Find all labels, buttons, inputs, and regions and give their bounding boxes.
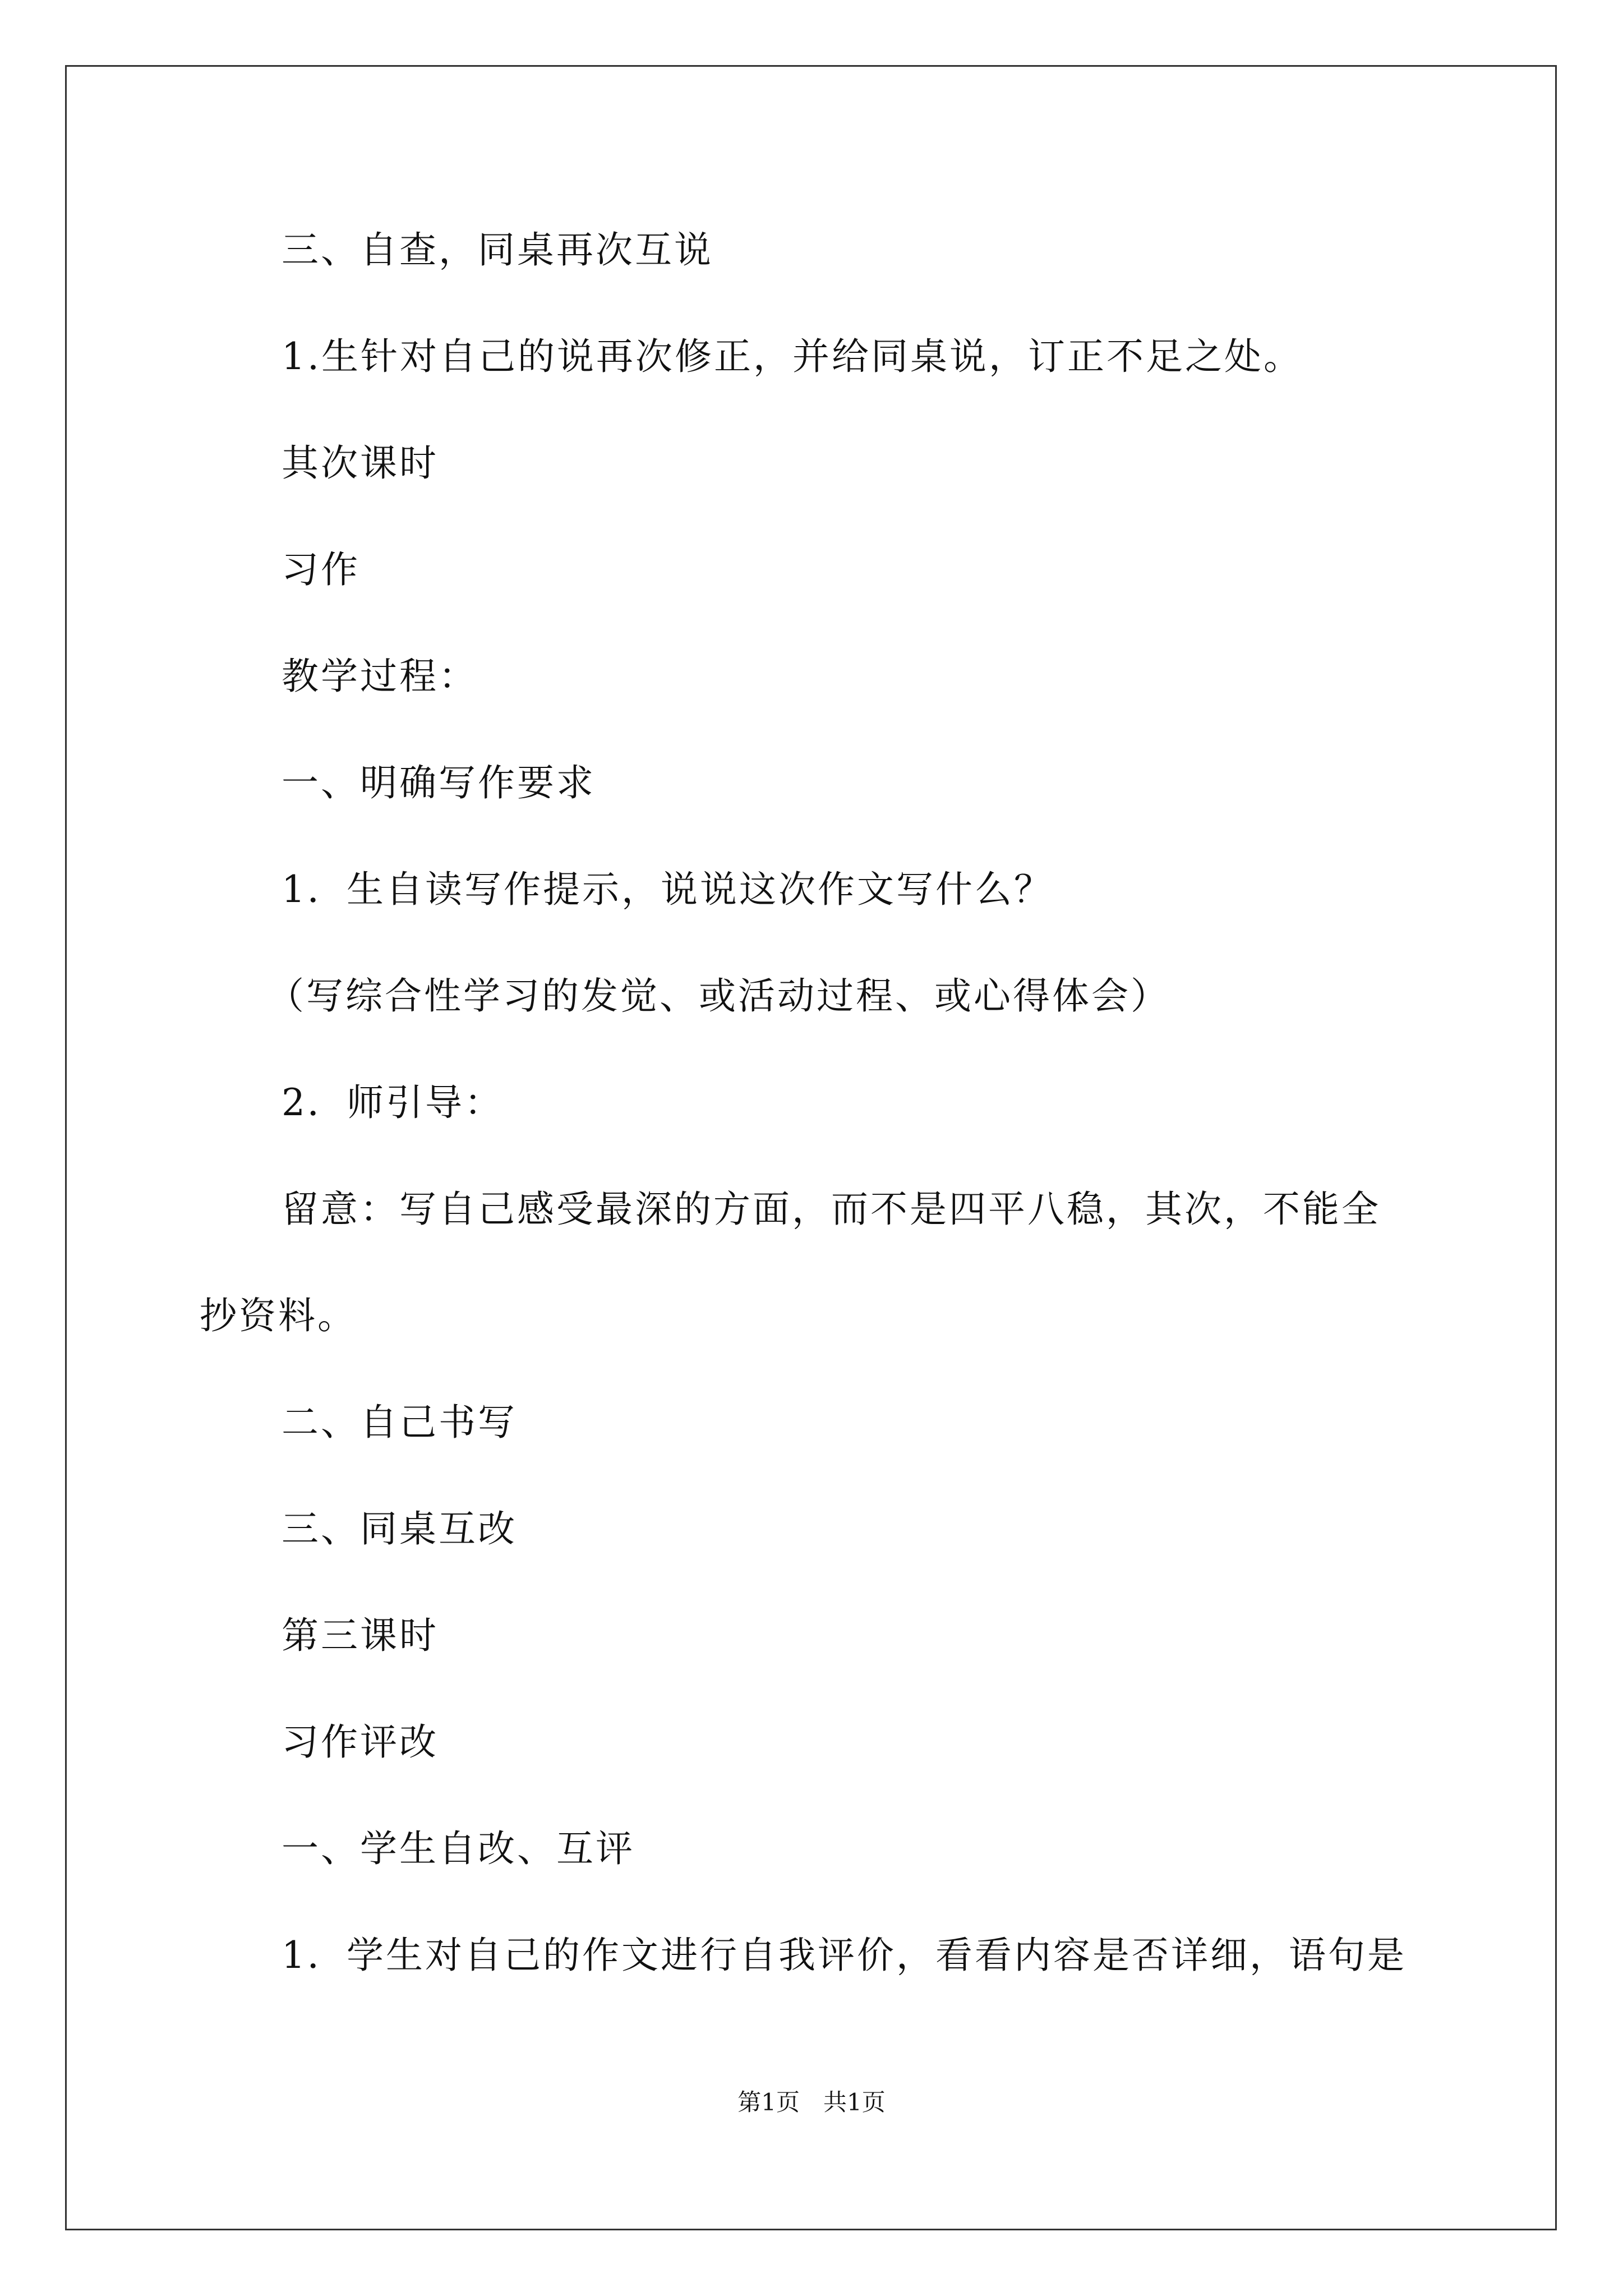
heading-self-check: 三、自查，同桌再次互说: [282, 228, 713, 272]
subheading-review: 习作评改: [282, 1720, 439, 1764]
paragraph-revise: 1.生针对自己的说再次修正，并给同桌说，订正不足之处。: [282, 335, 1303, 378]
paragraph-attention: 留意：写自己感受最深的方面，而不是四平八稳，其次，不能全: [282, 1188, 1381, 1231]
heading-clarify-req: 一、明确写作要求: [282, 761, 596, 804]
heading-peer-correct: 三、同桌互改: [282, 1507, 517, 1550]
page-border: [65, 65, 1557, 2230]
paragraph-teacher-guide: 2．师引导：: [282, 1081, 504, 1124]
subheading-writing: 习作: [282, 548, 360, 591]
page-footer: 第1页 共1页: [737, 2088, 886, 2116]
paragraph-self-evaluate: 1．学生对自己的作文进行自我评价，看看内容是否详细，语句是: [282, 1934, 1407, 1977]
heading-teaching-process: 教学过程：: [282, 655, 478, 698]
paragraph-parenthetical: （写综合性学习的发觉、或活动过程、或心得体会）: [267, 974, 1170, 1018]
section-third-lesson: 第三课时: [282, 1614, 439, 1657]
heading-self-writing: 二、自己书写: [282, 1401, 517, 1444]
section-second-lesson: 其次课时: [282, 441, 439, 485]
heading-self-peer-review: 一、学生自改、互评: [282, 1827, 635, 1870]
paragraph-read-prompt: 1．生自读写作提示，说说这次作文写什么？: [282, 868, 1053, 911]
paragraph-attention-cont: 抄资料。: [200, 1294, 357, 1337]
